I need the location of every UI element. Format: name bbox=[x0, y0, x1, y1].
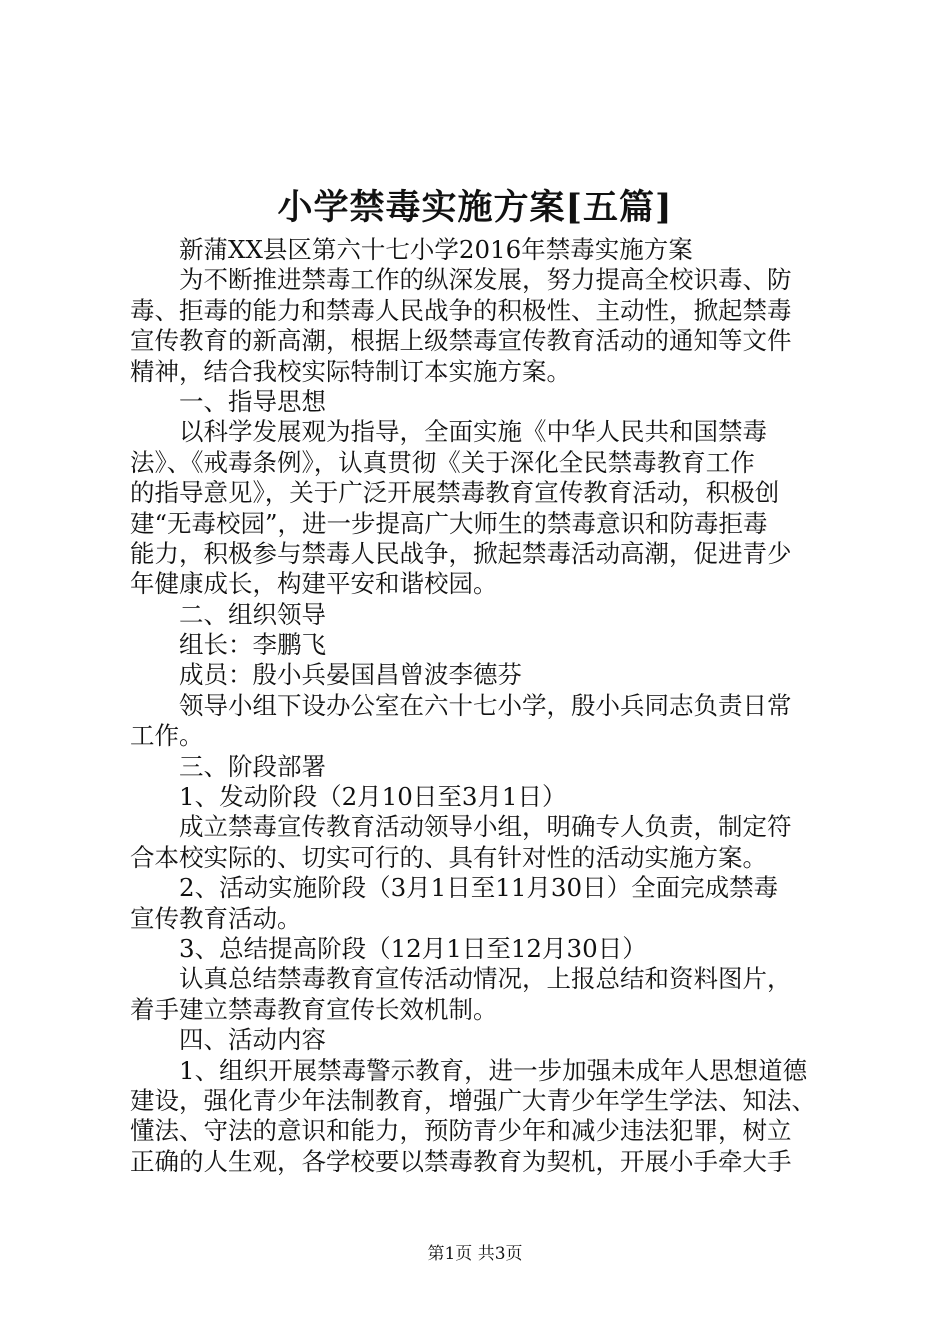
page-footer: 第1页 共3页 bbox=[427, 1244, 523, 1264]
body-line: 领导小组下设办公室在六十七小学，殷小兵同志负责日常 bbox=[130, 690, 792, 720]
section-heading: 四、活动内容 bbox=[130, 1025, 326, 1055]
body-line: 为不断推进禁毒工作的纵深发展，努力提高全校识毒、防 bbox=[130, 265, 792, 295]
body-line: 建设，强化青少年法制教育，增强广大青少年学生学法、知法、 bbox=[130, 1085, 816, 1115]
body-line: 成立禁毒宣传教育活动领导小组，明确专人负责，制定符 bbox=[130, 812, 792, 842]
section-heading: 一、指导思想 bbox=[130, 386, 326, 416]
body-line: 懂法、守法的意识和能力，预防青少年和减少违法犯罪，树立 bbox=[130, 1116, 792, 1146]
body-line: 工作。 bbox=[130, 721, 204, 751]
body-line: 1、组织开展禁毒警示教育，进一步加强未成年人思想道德 bbox=[130, 1055, 808, 1085]
body-line: 合本校实际的、切实可行的、具有针对性的活动实施方案。 bbox=[130, 842, 767, 872]
body-line: 正确的人生观，各学校要以禁毒教育为契机，开展小手牵大手 bbox=[130, 1146, 792, 1176]
body-line: 以科学发展观为指导，全面实施《中华人民共和国禁毒 bbox=[130, 417, 767, 447]
body-line: 新蒲XX县区第六十七小学2016年禁毒实施方案 bbox=[130, 235, 693, 264]
body-line: 3、总结提高阶段（12月1日至12月30日） bbox=[130, 933, 647, 963]
body-line: 的指导意见》，关于广泛开展禁毒教育宣传教育活动，积极创 bbox=[130, 478, 780, 508]
document-body bbox=[130, 235, 830, 1177]
body-line: 年健康成长，构建平安和谐校园。 bbox=[130, 569, 498, 599]
body-line: 2、活动实施阶段（3月1日至11月30日）全面完成禁毒 bbox=[130, 873, 779, 903]
body-line: 着手建立禁毒教育宣传长效机制。 bbox=[130, 994, 498, 1024]
body-line: 建“无毒校园”，进一步提高广大师生的禁毒意识和防毒拒毒 bbox=[130, 508, 768, 538]
section-heading: 三、阶段部署 bbox=[130, 751, 326, 781]
body-line: 成员：殷小兵晏国昌曾波李德芬 bbox=[130, 660, 522, 690]
document-title: 小学禁毒实施方案[五篇] bbox=[277, 187, 673, 228]
body-line: 1、发动阶段（2月10日至3月1日） bbox=[130, 782, 567, 812]
body-line: 认真总结禁毒教育宣传活动情况，上报总结和资料图片， bbox=[130, 964, 792, 994]
body-line: 法》、《戒毒条例》，认真贯彻《关于深化全民禁毒教育工作 bbox=[130, 447, 755, 477]
body-line: 宣传教育活动。 bbox=[130, 903, 302, 933]
body-line: 精神，结合我校实际特制订本实施方案。 bbox=[130, 356, 571, 386]
section-heading: 二、组织领导 bbox=[130, 599, 326, 629]
body-line: 能力，积极参与禁毒人民战争，掀起禁毒活动高潮，促进青少 bbox=[130, 538, 792, 568]
body-line: 宣传教育的新高潮，根据上级禁毒宣传教育活动的通知等文件 bbox=[130, 326, 792, 356]
body-line: 毒、拒毒的能力和禁毒人民战争的积极性、主动性，掀起禁毒 bbox=[130, 295, 792, 325]
body-line: 组长：李鹏飞 bbox=[130, 630, 326, 660]
